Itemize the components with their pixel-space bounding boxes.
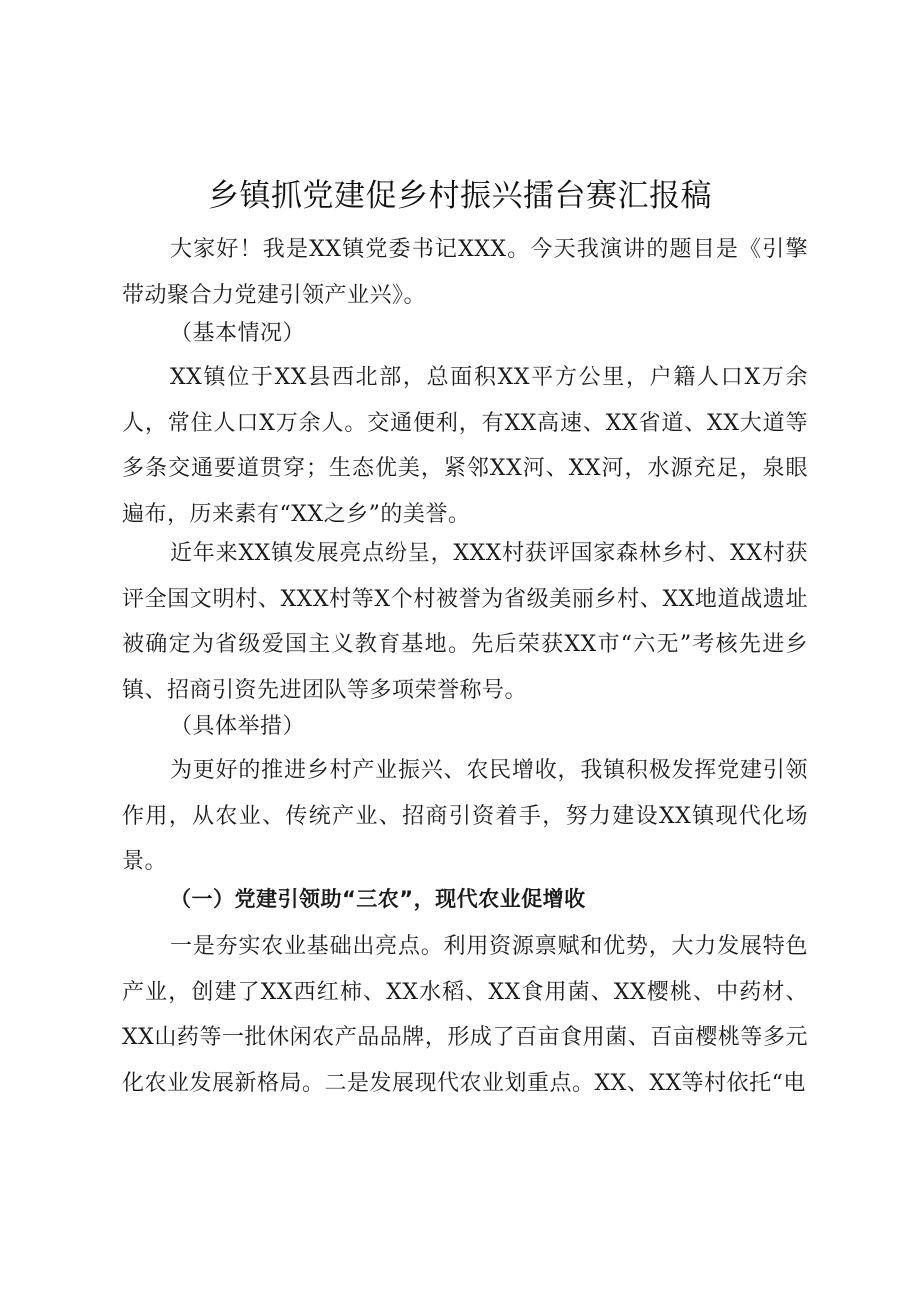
subheading-1: （一）党建引领助“三农”，现代农业促增收 xyxy=(170,887,586,911)
intro-paragraph: 大家好！我是XX镇党委书记XXX。今天我演讲的题目是《引擎带动聚合力党建引领产业兴》。 xyxy=(122,237,808,308)
measures-paragraph: 为更好的推进乡村产业振兴、农民增收，我镇积极发挥党建引领作用，从农业、传统产业、招商引资着手，努力建设XX镇现代化场景。 xyxy=(122,758,808,874)
section-measures-label: （具体举措） xyxy=(170,714,306,739)
paragraph-1: 一是夯实农业基础出亮点。利用资源禀赋和优势，大力发展特色产业，创建了XX西红柿、XX水稻、XX食用菌、XX樱桃、中药材、XX山药等一批休闲农产品品牌，形成了百亩食用菌、百亩樱桃等多元化农业发展新格局。二是发展现代农业划重点。XX、XX等村依托“电 xyxy=(122,934,808,1096)
section-basic-label: （基本情况） xyxy=(170,321,306,346)
basic-paragraph-1: XX镇位于XX县西北部，总面积XX平方公里，户籍人口X万余人，常住人口X万余人。交通便利，有XX高速、XX省道、XX大道等多条交通要道贯穿；生态优美，紧邻XX河、XX河，水源充足，泉眼遍布，历来素有“XX之乡”的美誉。 xyxy=(122,365,808,527)
basic-paragraph-2: 近年来XX镇发展亮点纷呈，XXX村获评国家森林乡村、XX村获评全国文明村、XXX村等X个村被誉为省级美丽乡村、XX地道战遗址被确定为省级爱国主义教育基地。先后荣获XX市“六无”考核先进乡镇、招商引资先进团队等多项荣誉称号。 xyxy=(122,541,808,703)
document-title: 乡镇抓党建促乡村振兴擂台赛汇报稿 xyxy=(208,178,712,214)
